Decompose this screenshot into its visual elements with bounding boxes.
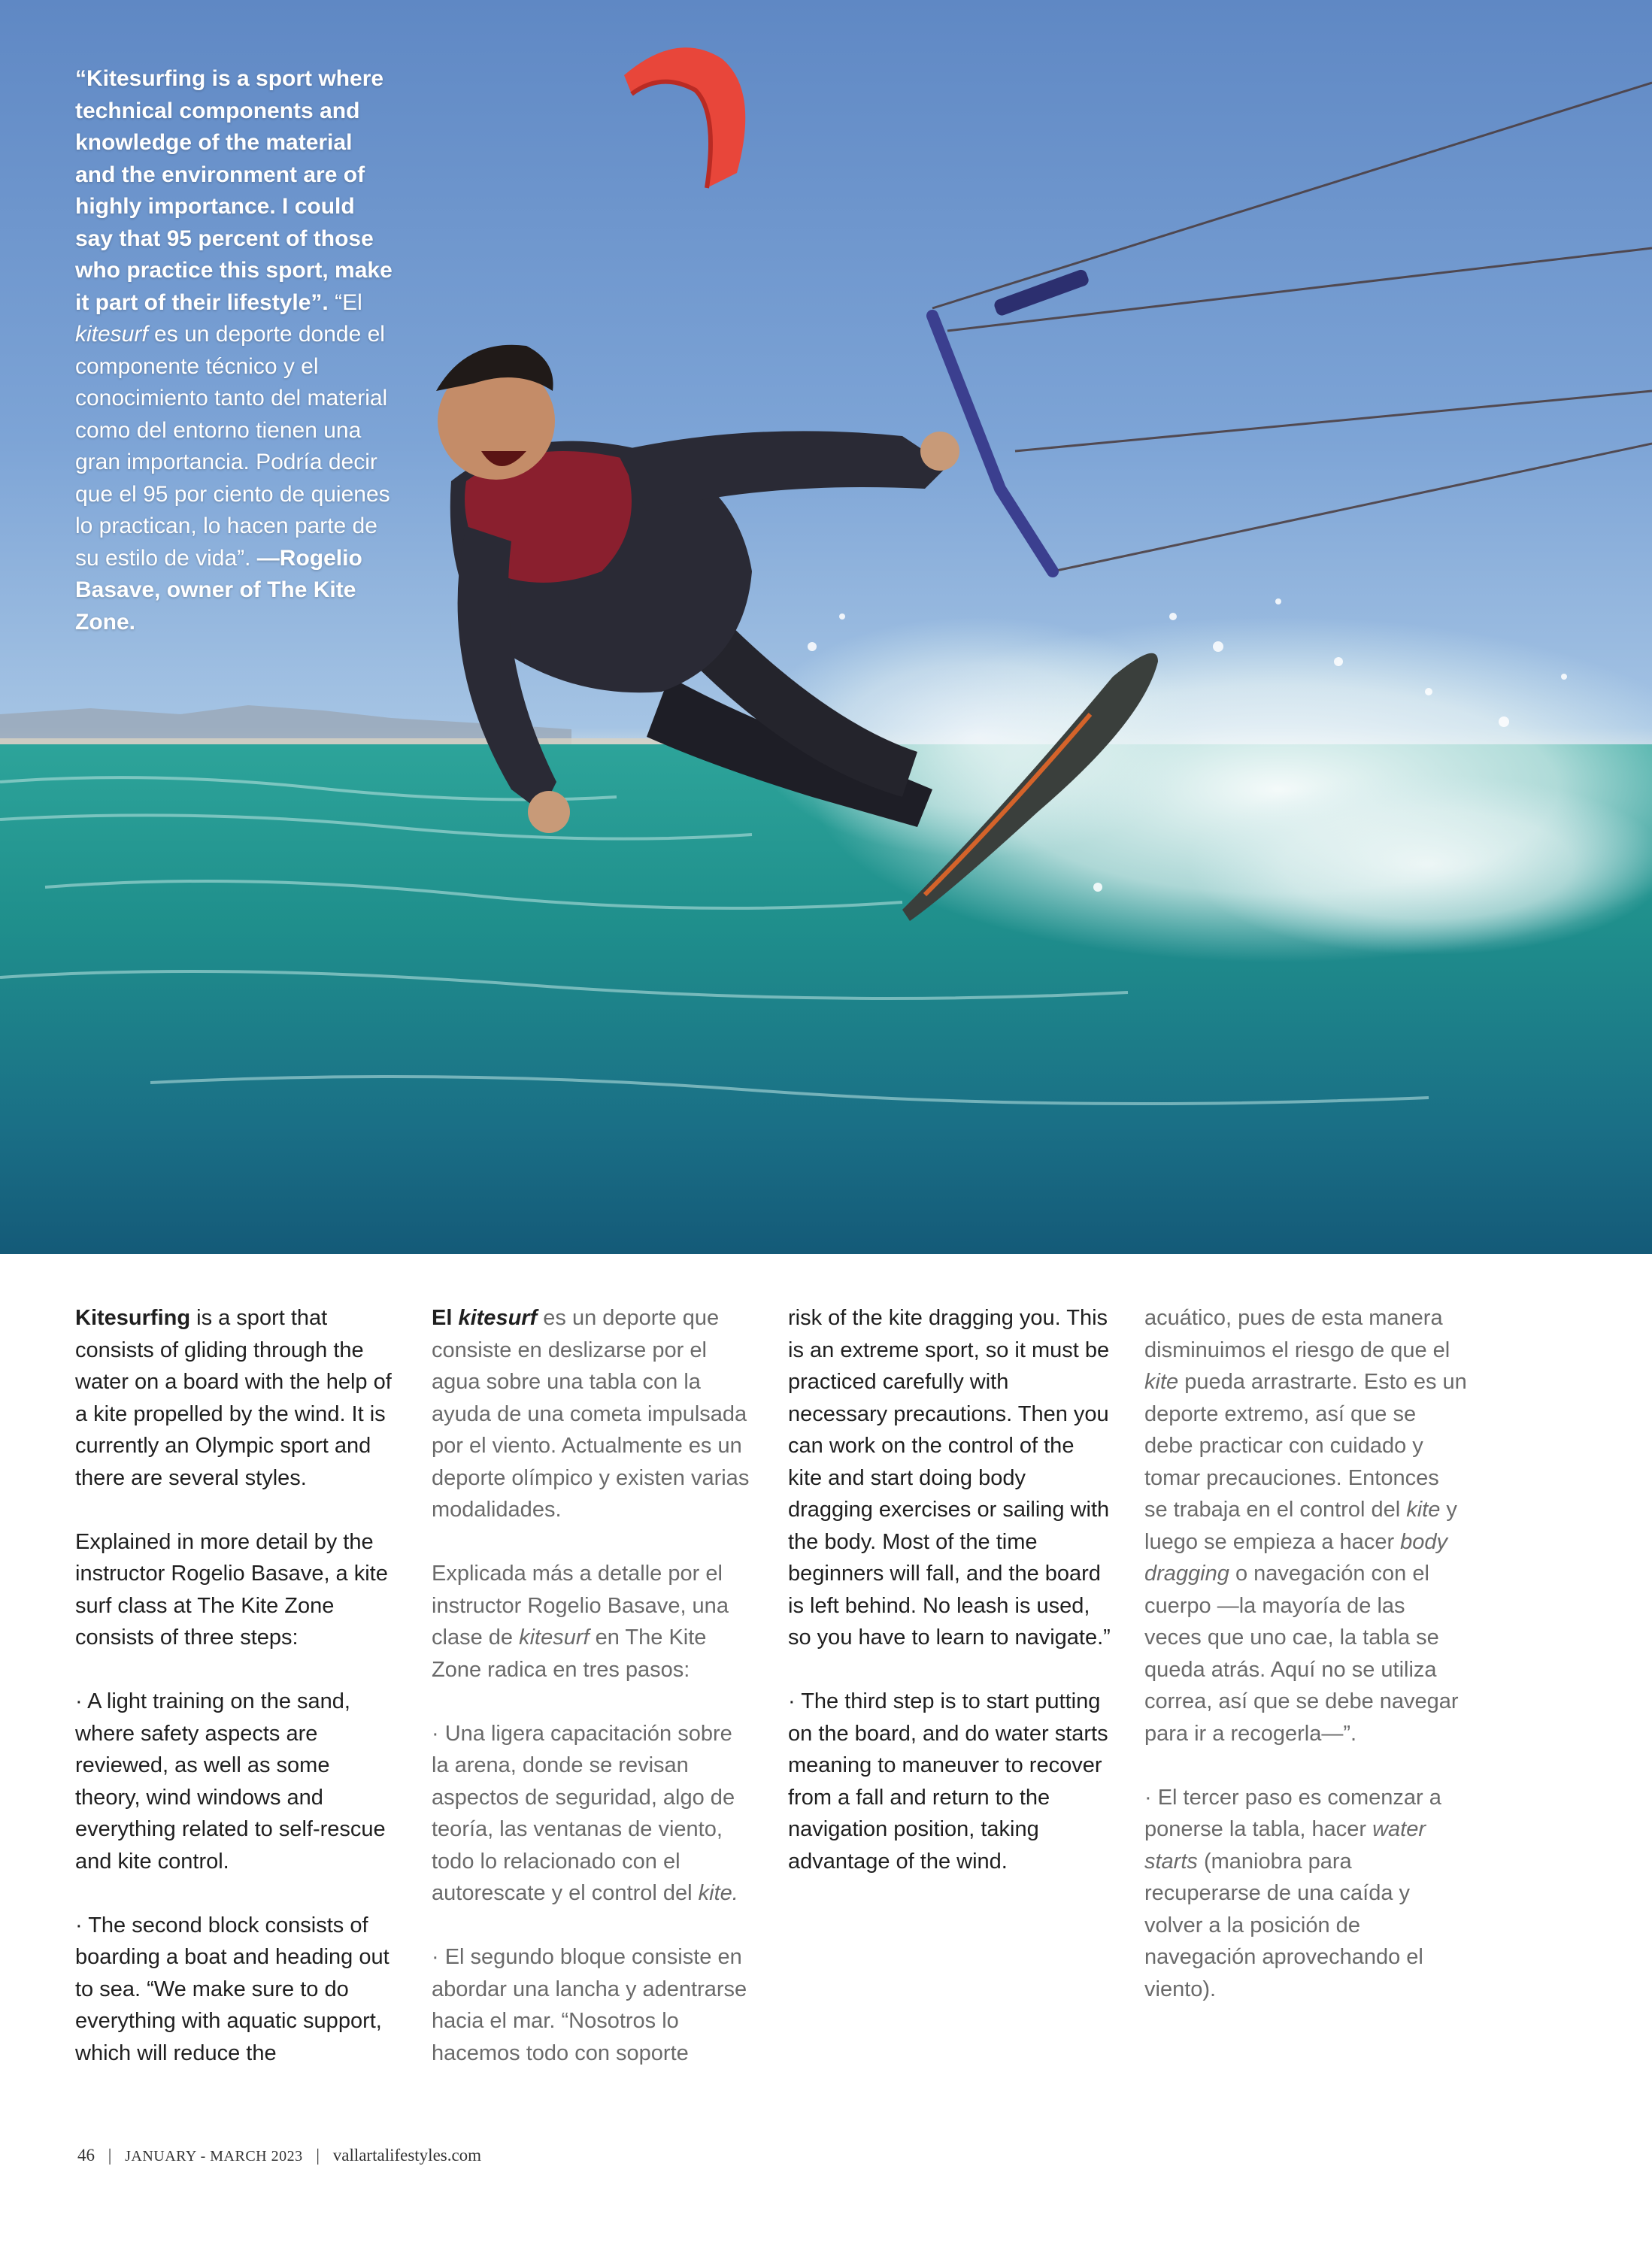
english-lead-term: Kitesurfing [75,1306,191,1330]
column-english-2 [788,1302,1111,1910]
page-number: 46 [77,2146,95,2165]
spanish-paragraph-2: Explicada más a detalle por el instructor Rogelio Basave, una clase de kitesurf en The Kite Zone radica en tres pasos: [432,1562,729,1682]
pull-quote-spanish-italic: kitesurf [75,322,148,347]
kite-icon [624,47,745,188]
spanish-paragraph-5: acuático, pues de esta manera disminuimos el riesgo de que el kite pueda arrastrarte. Esto es un deporte extremo, así que se debe practicar con cuidado y tomar precauciones. Entonces se trabaja en el control del kite y luego se empieza a hacer body dragging o navegación con el cuerpo —la mayoría de las veces que uno cae, la tabla se queda atrás. Aquí no se utiliza correa, así que se debe navegar para ir a recogerla—”. [1144,1306,1467,1746]
spanish-paragraph-6: · El tercer paso es comenzar a ponerse la tabla, hacer water starts (maniobra para recuperarse de una caída y volver a la posición de navegación aprovechando el viento). [1144,1785,1441,2001]
spanish-paragraph-1: El kitesurf es un deporte que consiste en deslizarse por el agua sobre una tabla con la ayuda de una cometa impulsada por el viento. Actualmente es un deporte olímpico y existen varias modalidades. [432,1306,750,1522]
pull-quote-spanish: es un deporte donde el componente técnico y el conocimiento tanto del material como del entorno tienen una gran importancia. Podría decir que el 95 por ciento de quienes lo practican, lo hacen parte de su estilo de vida”. [75,322,390,571]
kite-lines [932,83,1652,571]
pull-quote-attribution: —Rogelio Basave, owner of The Kite Zone. [75,545,362,635]
pull-quote-spanish-open: “El [335,289,362,315]
spanish-lead-term: kitesurf [458,1306,538,1330]
pull-quote-english: “Kitesurfing is a sport where technical components and knowledge of the material and the environment are of highly importance. I could say that 95 percent of those who practice this sport, make it part of their lifestyle”. [75,66,393,315]
column-spanish-1 [432,1302,755,2101]
article-columns [75,1302,1579,2092]
english-paragraph-5: risk of the kite dragging you. This is an extreme sport, so it must be practiced carefully with necessary precautions. Then you can work on the control of the kite and start doing body dragging exercises or sailing with the body. Most of the time beginners will fall, and the board is left behind. No leash is used, so you have to learn to navigate.” [788,1306,1111,1650]
english-paragraph-4: · The second block consists of boarding a boat and heading out to sea. “We make sure to do everything with aquatic support, which will reduce the [75,1913,390,2065]
english-paragraph-3: · A light training on the sand, where safety aspects are reviewed, as well as some theory, wind windows and everything related to self-rescue and kite control. [75,1689,386,1874]
spanish-lead-article: El [432,1306,453,1330]
pull-quote [75,63,399,638]
english-paragraph-2: Explained in more detail by the instructor Rogelio Basave, a kite surf class at The Kite Zone consists of three steps: [75,1529,388,1650]
column-english-1 [75,1302,399,2101]
english-paragraph-1: Kitesurfing is a sport that consists of gliding through the water on a board with the help of a kite propelled by the wind. It is currently an Olympic sport and there are several styles. [75,1306,392,1490]
control-bar [932,268,1090,571]
website-link[interactable]: vallartalifestyles.com [332,2146,482,2165]
footer-separator: | [108,2146,112,2165]
footer-separator: | [316,2146,320,2165]
english-paragraph-6: · The third step is to start putting on the board, and do water starts meaning to maneuver to recover from a fall and return to the navigation position, taking advantage of the wind. [788,1689,1108,1874]
issue-date: JANUARY - MARCH 2023 [125,2148,303,2165]
column-spanish-2 [1144,1302,1468,2037]
spanish-paragraph-3: · Una ligera capacitación sobre la arena, donde se revisan aspectos de seguridad, algo de teoría, las ventanas de viento, todo lo relacionado con el autorescate y el control del kite. [432,1721,738,1905]
page-footer [77,2146,481,2165]
spanish-paragraph-4: · El segundo bloque consiste en abordar una lancha y adentrarse hacia el mar. “Nosotros lo hacemos todo con soporte [432,1945,747,2065]
